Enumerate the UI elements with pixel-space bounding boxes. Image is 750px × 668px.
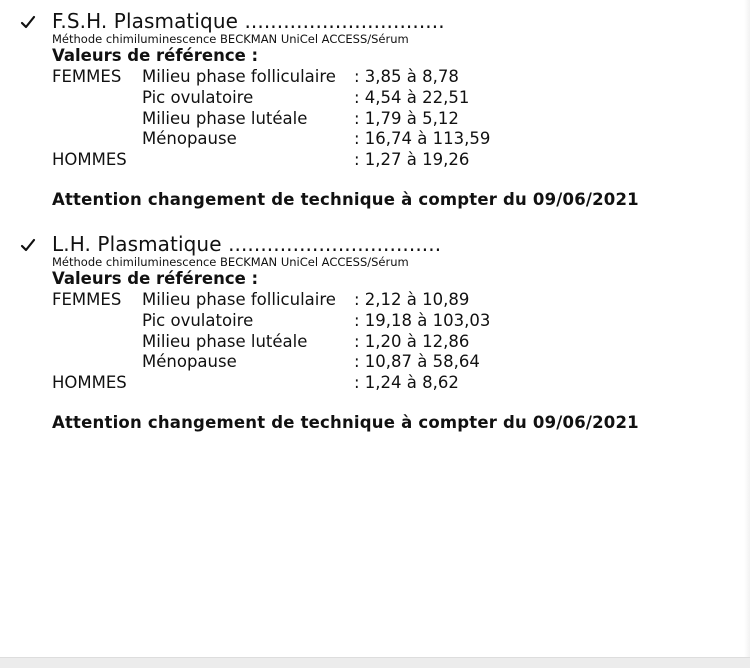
test-title: F.S.H. Plasmatique ............................... xyxy=(52,9,445,33)
range-value: : 1,20 à 12,86 xyxy=(354,332,470,351)
reference-heading: Valeurs de référence : xyxy=(52,46,259,65)
method-text: Méthode chimiluminescence BECKMAN UniCel ACCESS/Sérum xyxy=(52,255,409,269)
range-value: : 2,12 à 10,89 xyxy=(354,290,470,309)
phase-label: Milieu phase lutéale xyxy=(142,332,308,351)
technique-change-notice: Attention changement de technique à compter du 09/06/2021 xyxy=(52,413,639,432)
population-label: FEMMES xyxy=(52,67,122,86)
test-title: L.H. Plasmatique ................................. xyxy=(52,232,442,256)
phase-label: Milieu phase folliculaire xyxy=(142,290,336,309)
phase-label: Pic ovulatoire xyxy=(142,88,254,107)
page-bottom-edge xyxy=(0,657,750,668)
checkmark-icon xyxy=(20,237,38,255)
technique-change-notice: Attention changement de technique à compter du 09/06/2021 xyxy=(52,190,639,209)
phase-label: Ménopause xyxy=(142,352,237,371)
range-value: : 10,87 à 58,64 xyxy=(354,352,480,371)
range-value: : 3,85 à 8,78 xyxy=(354,67,459,86)
method-text: Méthode chimiluminescence BECKMAN UniCel ACCESS/Sérum xyxy=(52,32,409,46)
range-value: : 4,54 à 22,51 xyxy=(354,88,470,107)
phase-label: Pic ovulatoire xyxy=(142,311,254,330)
phase-label: Milieu phase lutéale xyxy=(142,109,308,128)
reference-heading: Valeurs de référence : xyxy=(52,269,259,288)
population-label: HOMMES xyxy=(52,150,127,169)
range-value: : 1,27 à 19,26 xyxy=(354,150,470,169)
range-value: : 1,79 à 5,12 xyxy=(354,109,459,128)
checkmark-icon xyxy=(20,14,38,32)
range-value: : 19,18 à 103,03 xyxy=(354,311,491,330)
population-label: HOMMES xyxy=(52,373,127,392)
population-label: FEMMES xyxy=(52,290,122,309)
phase-label: Ménopause xyxy=(142,129,237,148)
range-value: : 16,74 à 113,59 xyxy=(354,129,491,148)
page-right-edge xyxy=(744,0,750,657)
phase-label: Milieu phase folliculaire xyxy=(142,67,336,86)
range-value: : 1,24 à 8,62 xyxy=(354,373,459,392)
